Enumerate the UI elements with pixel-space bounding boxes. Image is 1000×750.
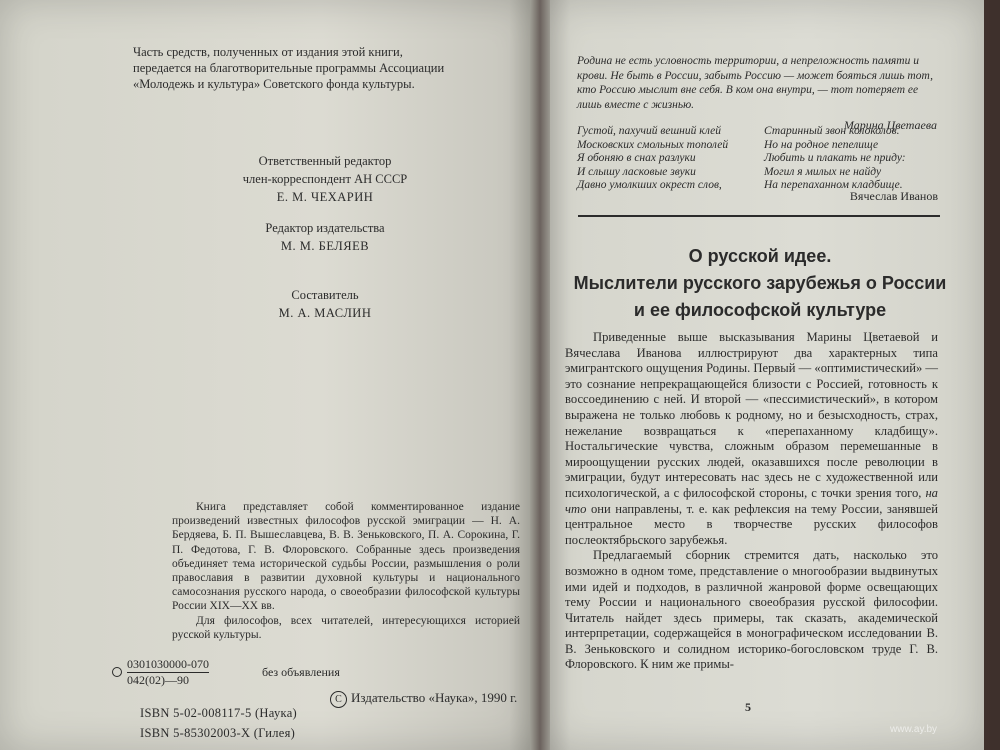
catalog-code-note: без объявления [262,665,340,679]
book-abstract [172,500,520,642]
publisher-editor-block [185,219,465,255]
compiler-role: Составитель [291,288,359,302]
fund-note-line: передается на благотворительные программы Ассоциации [133,61,445,75]
poem-right-column [764,125,940,193]
poem-line: Могил я милых не найду [764,165,882,178]
poem-line: Московских смольных тополей [577,138,729,151]
catalog-code-top: 0301030000-070 [127,657,209,671]
fund-note-line: «Молодежь и культура» Советского фонда культуры. [133,77,415,91]
poem-line: Я обоняю в снах разлуки [577,152,696,164]
emphasis-text: на что [565,485,938,516]
epigraph-tsvetaeva [577,54,937,133]
catalog-code [127,657,340,688]
publisher-editor-name: М. М. БЕЛЯЕВ [280,239,370,253]
circle-mark [112,667,122,677]
catalog-code-bottom: 042(02)—90 [127,673,189,687]
publisher-line [330,690,517,708]
poem-line: Давно умолкших окрест слов, [577,179,722,191]
poem-line: Старинный звон колоколов. [764,125,900,137]
publisher-text: Издательство «Наука», 1990 г. [351,690,518,705]
poem-left-column [577,125,767,193]
chapter-heading [560,243,960,324]
abstract-paragraph: Книга представляет собой комментированное издание произведений известных философов русской эмиграции — Н. А. Бердяева, Б. П. Вышеславцева, В. В. Зеньковского, П. А. Сорокина, Г. П. Федотова, Г. В. Флоровского. Собранные здесь произведения объединяет тема исторической судьбы России, размышления о роли православия в развитии духовной культуры и национального самосознания русского народа, о своеобразии философской культуры России XIX—XX вв. [172,501,520,613]
isbn-nauka: ISBN 5-02-008117-5 (Наука) [140,706,298,720]
isbn-gileya: ISBN 5-85302003-X (Гилея) [140,726,296,740]
chapter-body [565,330,938,673]
paragraph-text: они направлены, т. е. как рефлексия на тему России, занявшей центральное место в творчестве русских философов послеоктябрьского зарубежья. [565,501,938,547]
poem-line: И слышу ласковые звуки [577,165,696,178]
poem-line: Любить и плакать не приду: [764,152,906,164]
poem-line: Но на родное пепелище [764,138,879,151]
poem-line: Густой, пахучий вешний клей [577,125,722,137]
body-paragraph: Предлагаемый сборник стремится дать, насколько это возможно в одном томе, представление о многообразии выдвинутых ими идей и подходов, в различной жанровой форме освещающих тему России и национального своеобразия русской философии. Читатель найдет здесь примеры, так сказать, академической интерпретации, содержащейся в монографическом исследовании В. В. Зеньковского и солидном историко-богословском труде Г. В. Флоровского. К ним же примы- [565,548,938,672]
page-number: 5 [745,700,751,714]
copyright-icon: C [330,691,347,708]
site-watermark: www.ay.by [890,724,938,735]
chapter-heading-line: и ее философской культуре [633,300,887,320]
publisher-editor-role: Редактор издательства [265,221,385,235]
compiler-name: М. А. МАСЛИН [278,306,372,320]
compiler-block [185,286,465,322]
paragraph-text: Приведенные выше высказывания Марины Цветаевой и Вячеслава Иванова иллюстрируют два характерных типа эмигрантского ощущения Родины. Первый — «оптимистический» — это сознание непрекращающейся близости с Россией, готовность к воссоединению с ней. И второй — «пессимистический», в котором выражена не только любовь к родному, но и безысходность, страх, нежелание возвращаться к «перепаханному кладбищу». Ностальгические чувства, сложным образом перемешанные в мироощущении русских людей, оказавшихся после революции в эмиграции, будут интересовать нас здесь не с художественной или психологической, а с философской стороны, с точки зрения того, [565,330,938,500]
chapter-heading-line: Мыслители русского зарубежья о России [573,273,947,293]
section-divider [578,215,940,217]
responsible-editor-block [185,152,465,206]
epigraph-author: Марина Цветаева [843,118,937,132]
responsible-editor-name: Е. М. ЧЕХАРИН [276,190,374,204]
book-gutter [530,0,550,750]
fund-note [133,44,493,92]
responsible-editor-role: Ответственный редактор [258,154,392,168]
abstract-paragraph: Для философов, всех читателей, интересующихся историей русской культуры. [172,614,520,641]
poem-author: Вячеслав Иванов [849,189,938,203]
fund-note-line: Часть средств, полученных от издания этой книги, [133,45,403,59]
responsible-editor-title: член-корреспондент АН СССР [242,172,408,186]
poem-line: На перепаханном кладбище. [764,179,903,191]
epigraph-text: Родина не есть условность территории, а непреложность памяти и крови. Не быть в России, забыть Россию — может бояться лишь тот, кто Россию мыслит вне себя. В ком она внутри, — тот потеряет ее лишь вместе с жизнью. [577,55,933,111]
chapter-heading-line: О русской идее. [688,246,832,266]
body-paragraph [565,330,938,548]
